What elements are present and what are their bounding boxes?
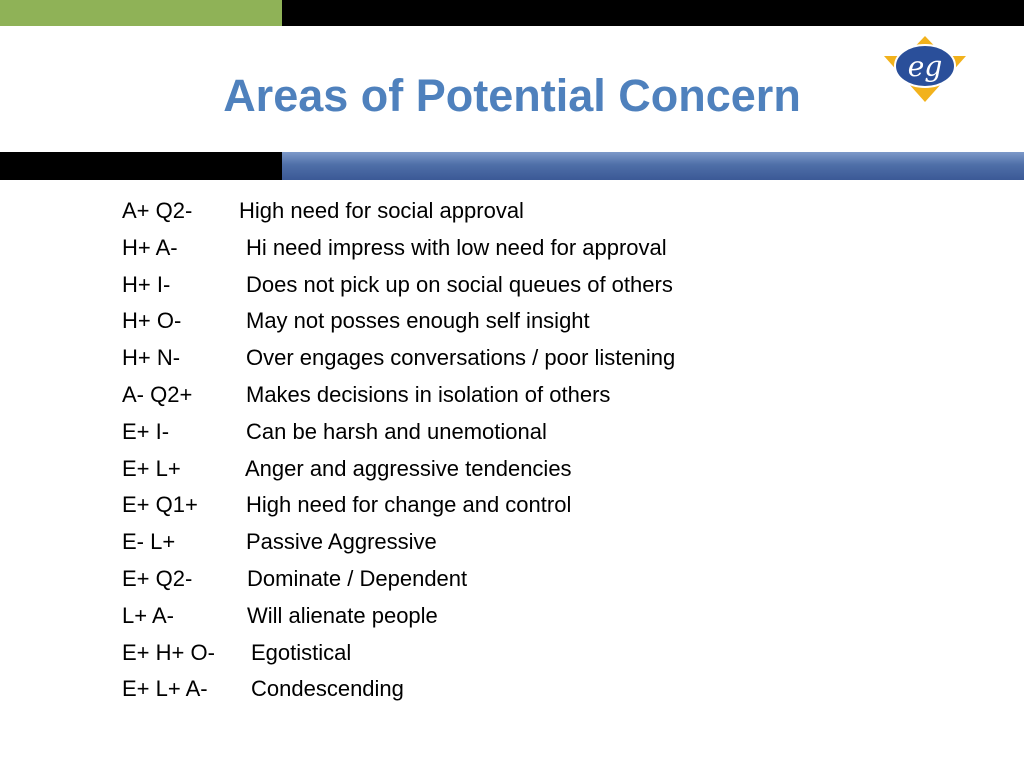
divider-bar-blue [282,152,1024,180]
concern-description: Condescending [251,676,404,702]
factor-code: E+ Q2- [122,565,193,591]
factor-code: E- L+ [122,529,176,555]
factor-code: H+ A- [122,234,178,260]
concern-description: Makes decisions in isolation of others [246,381,611,407]
concern-description: Hi need impress with low need for approval [246,234,667,260]
concern-description: Dominate / Dependent [247,565,468,591]
concern-description: Does not pick up on social queues of others [246,271,673,297]
top-accent-bar-green [0,0,282,26]
factor-code: E+ L+ A- [122,676,208,702]
logo-text: eg [907,50,943,83]
factor-code: A- Q2+ [122,381,193,407]
concern-description: Egotistical [251,639,352,665]
factor-code: H+ I- [122,271,171,297]
concern-description: Will alienate people [247,602,438,628]
concern-description: May not posses enough self insight [246,308,590,334]
concern-description: High need for social approval [239,198,524,223]
eg-logo-icon [880,34,970,104]
factor-code: A+ Q2- [122,198,193,223]
concern-description: Anger and aggressive tendencies [245,455,572,481]
concern-description: High need for change and control [246,492,572,518]
concern-description: Can be harsh and unemotional [246,418,547,444]
factor-code: H+ O- [122,308,182,334]
factor-code: L+ A- [122,602,174,628]
concern-description: Passive Aggressive [246,529,437,555]
factor-code: E+ Q1+ [122,492,198,518]
concern-description: Over engages conversations / poor listening [246,345,676,371]
top-accent-bar-black [282,0,1024,26]
factor-code: E+ L+ [122,455,181,481]
factor-code: H+ N- [122,345,181,371]
slide-title: Areas of Potential Concern [223,70,801,121]
factor-code: E+ H+ O- [122,639,215,665]
divider-bar-black [0,152,282,180]
factor-code: E+ I- [122,418,170,444]
